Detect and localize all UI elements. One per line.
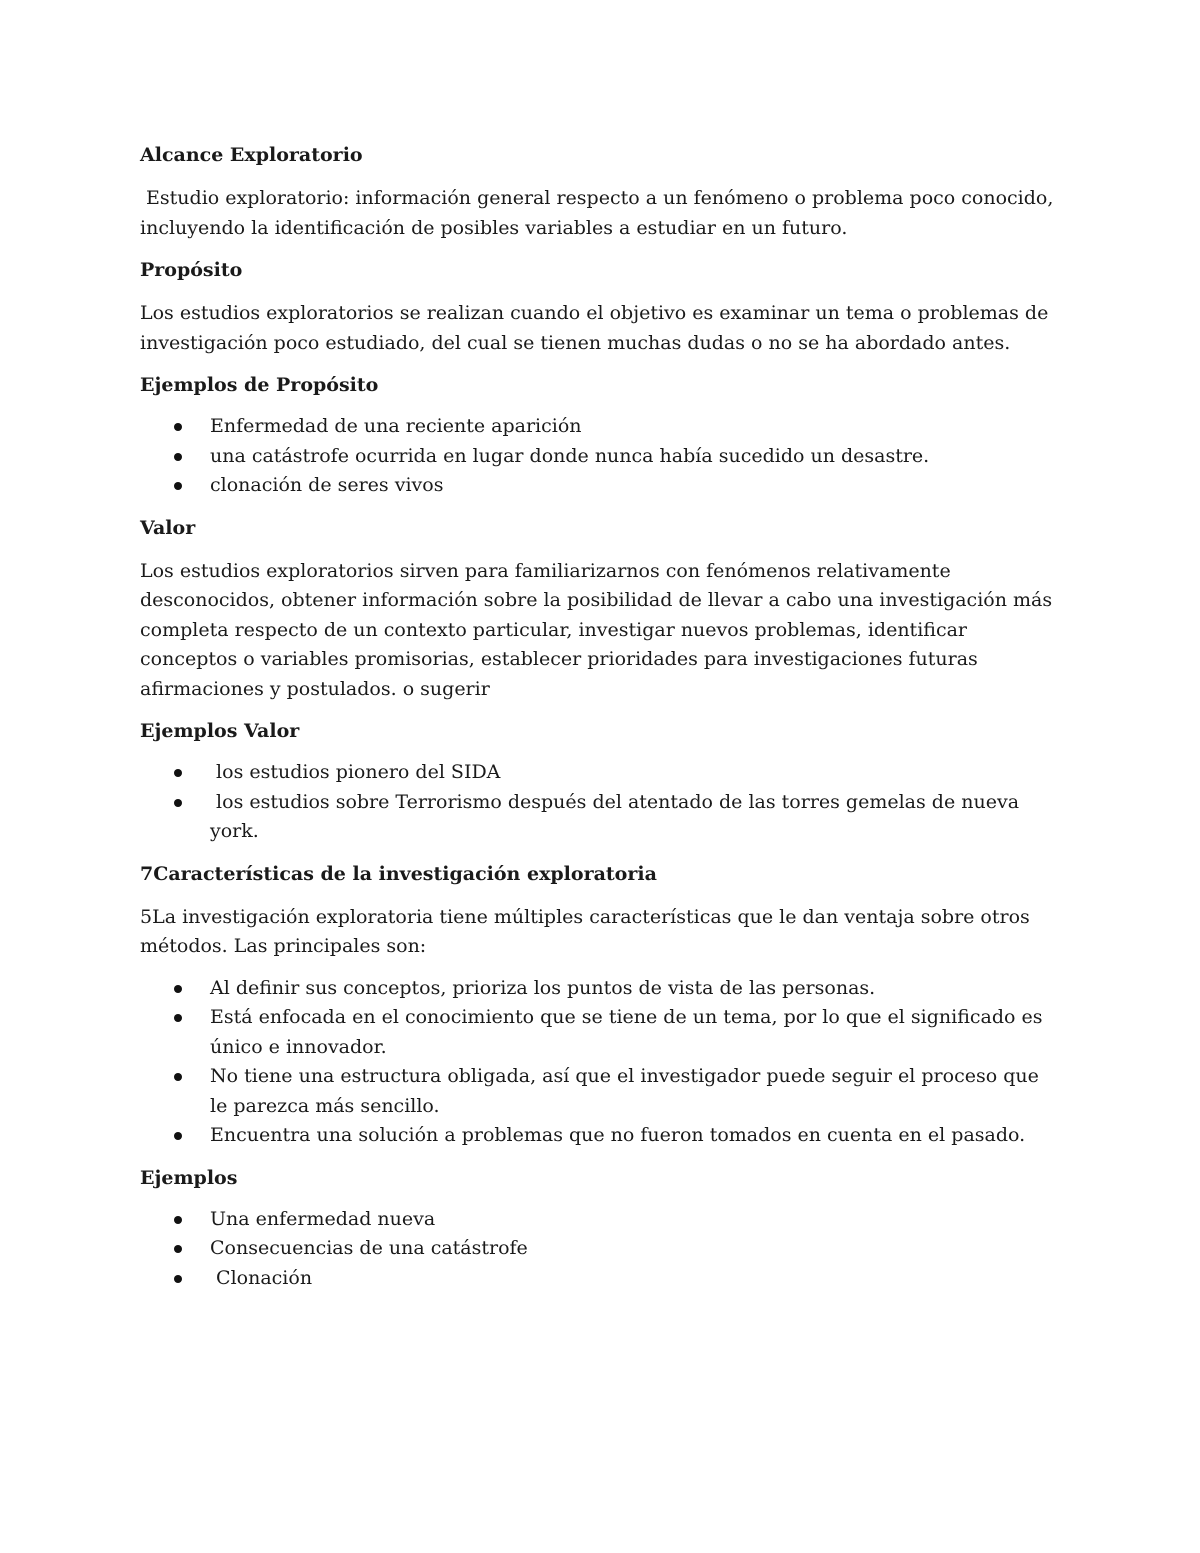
list-item	[140, 1003, 1060, 1062]
list-ejemplos	[140, 1205, 1060, 1294]
list-item	[140, 788, 1060, 847]
list-item	[140, 1121, 1060, 1151]
heading-valor: Valor	[140, 516, 196, 539]
bullet-icon	[174, 453, 182, 461]
heading-caracteristicas: 7Características de la investigación exploratoria	[140, 862, 657, 885]
list-item	[140, 1062, 1060, 1121]
list-item-text: Encuentra una solución a problemas que no fueron tomados en cuenta en el pasado.	[210, 1124, 1026, 1146]
bullet-icon	[174, 482, 182, 490]
paragraph-estudio-exploratorio: Estudio exploratorio: información general respecto a un fenómeno o problema poco conocido, incluyendo la identificación de posibles variables a estudiar en un futuro.	[140, 187, 1060, 239]
heading-ejemplos-proposito: Ejemplos de Propósito	[140, 374, 379, 396]
list-item	[140, 442, 1060, 472]
bullet-icon	[174, 1275, 182, 1283]
document-page	[140, 140, 1060, 1293]
list-item	[140, 974, 1060, 1004]
list-item-text: No tiene una estructura obligada, así que el investigador puede seguir el proceso que le parezca más sencillo.	[210, 1065, 1039, 1117]
list-caracteristicas	[140, 974, 1060, 1151]
list-item	[140, 1264, 1060, 1294]
bullet-icon	[174, 1216, 182, 1224]
list-ejemplos-valor	[140, 758, 1060, 847]
bullet-icon	[174, 1132, 182, 1140]
paragraph-caracteristicas: 5La investigación exploratoria tiene múltiples características que le dan ventaja sobre otros métodos. Las principales son:	[140, 905, 1030, 957]
list-item	[140, 758, 1060, 788]
list-item	[140, 471, 1060, 501]
bullet-icon	[174, 423, 182, 431]
list-item	[140, 1205, 1060, 1235]
list-item-text: los estudios pionero del SIDA	[210, 761, 501, 783]
paragraph-proposito: Los estudios exploratorios se realizan cuando el objetivo es examinar un tema o problemas de investigación poco estudiado, del cual se tienen muchas dudas o no se ha abordado antes.	[140, 302, 1049, 354]
list-item-text: Una enfermedad nueva	[210, 1207, 436, 1230]
bullet-icon	[174, 769, 182, 777]
heading-alcance-exploratorio: Alcance Exploratorio	[140, 144, 363, 166]
list-item-text: Al definir sus conceptos, prioriza los puntos de vista de las personas.	[210, 976, 876, 999]
list-item-text: Clonación	[210, 1266, 313, 1289]
list-item	[140, 1234, 1060, 1264]
list-item-text: Está enfocada en el conocimiento que se tiene de un tema, por lo que el significado es único e innovador.	[210, 1006, 1043, 1058]
bullet-icon	[174, 1073, 182, 1081]
bullet-icon	[174, 1014, 182, 1022]
list-item-text: clonación de seres vivos	[210, 474, 444, 496]
paragraph-valor: Los estudios exploratorios sirven para familiarizarnos con fenómenos relativamente desconocidos, obtener información sobre la posibilidad de llevar a cabo una investigación más completa respecto de un contexto particular, investigar nuevos problemas, identificar conceptos o variables promisorias, establecer prioridades para investigaciones futuras afirmaciones y postulados. o sugerir	[140, 559, 1053, 700]
bullet-icon	[174, 799, 182, 807]
bullet-icon	[174, 985, 182, 993]
list-item-text: una catástrofe ocurrida en lugar donde nunca había sucedido un desastre.	[210, 444, 930, 467]
bullet-icon	[174, 1245, 182, 1253]
list-item-text: Enfermedad de una reciente aparición	[210, 415, 582, 437]
heading-ejemplos-valor: Ejemplos Valor	[140, 720, 300, 742]
list-item-text: los estudios sobre Terrorismo después del atentado de las torres gemelas de nueva york.	[210, 790, 1026, 842]
heading-ejemplos: Ejemplos	[140, 1166, 238, 1189]
heading-proposito: Propósito	[140, 259, 243, 281]
list-item	[140, 412, 1060, 442]
list-ejemplos-proposito	[140, 412, 1060, 501]
list-item-text: Consecuencias de una catástrofe	[210, 1237, 528, 1259]
